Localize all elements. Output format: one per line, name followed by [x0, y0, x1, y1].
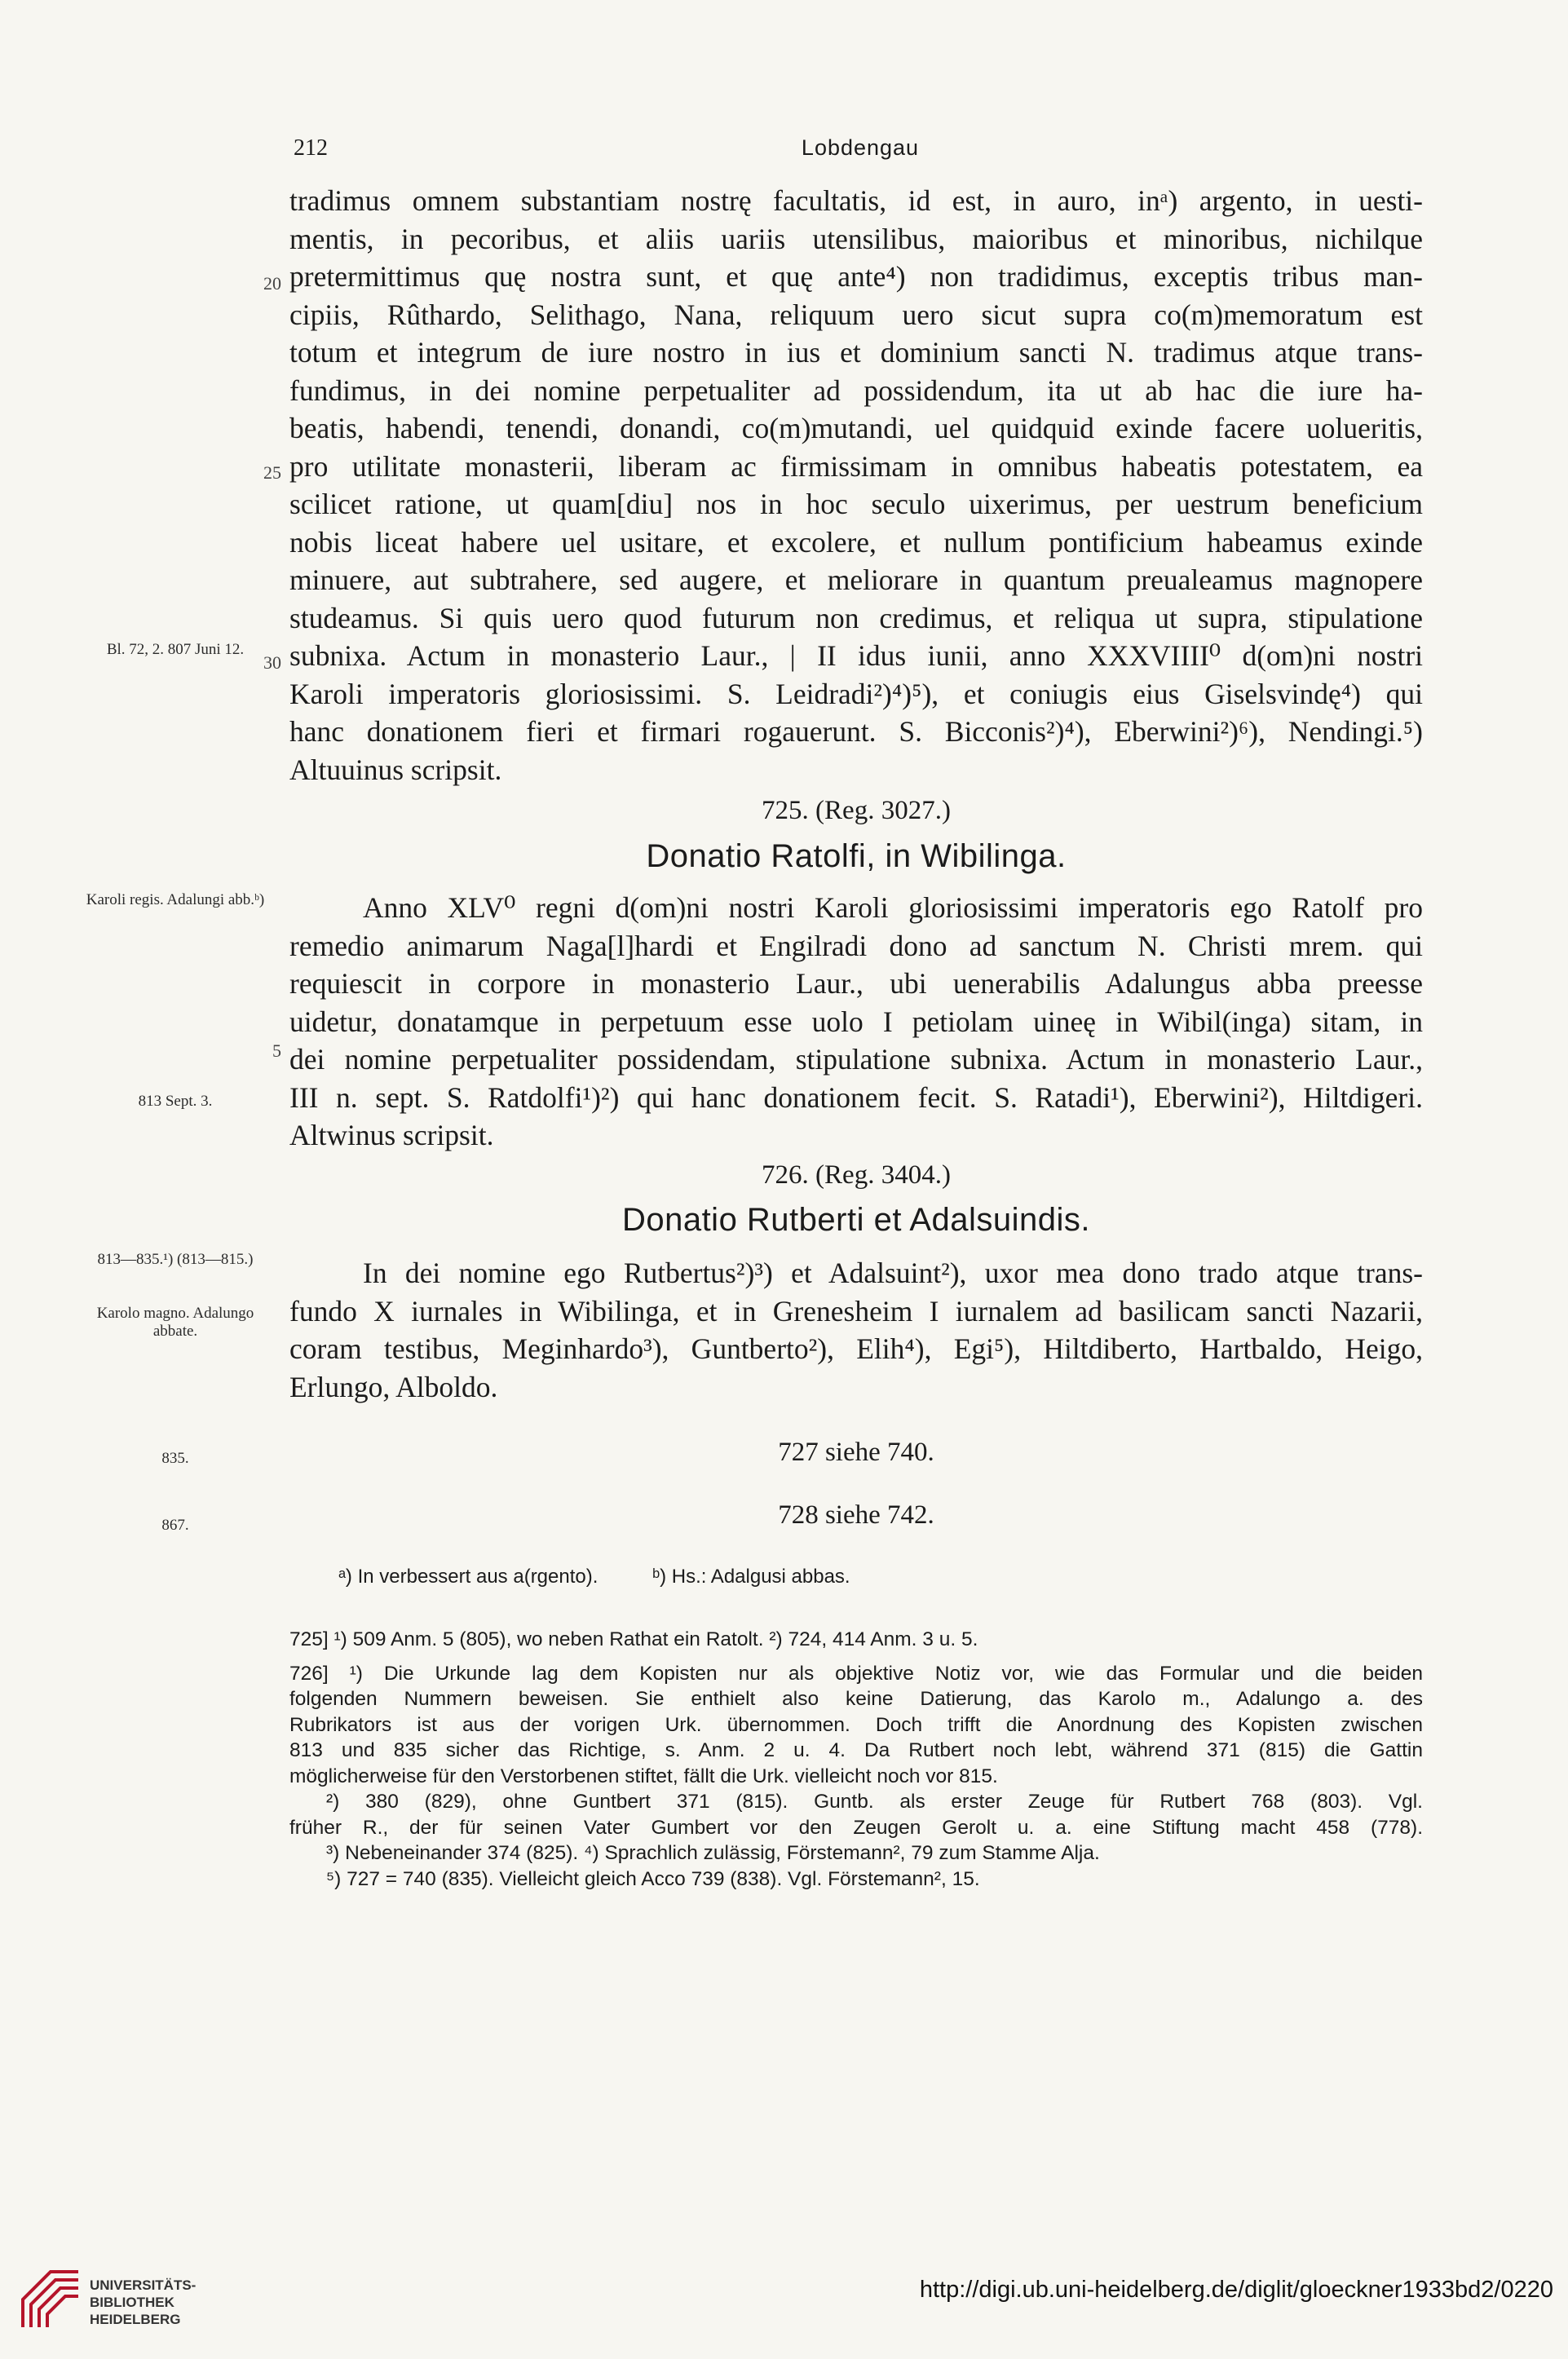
text-line: nobis liceat habere uel usitare, et excolere, et nullum pontificium habeamus exinde	[289, 525, 1423, 559]
page-number: 212	[294, 135, 328, 161]
library-name: UNIVERSITÄTS- BIBLIOTHEK HEIDELBERG	[90, 2277, 197, 2327]
apparatus-note-b: ᵇ) Hs.: Adalgusi abbas.	[652, 1566, 850, 1588]
text-line: III n. sept. S. Ratdolfi¹)²) qui hanc donationem fecit. S. Ratadi¹), Eberwini²), Hiltdigeri.	[289, 1080, 1423, 1114]
text-line: requiescit in corpore in monasterio Laur., ubi uenerabilis Adalungus abba preesse	[289, 967, 1423, 1000]
text-line: uidetur, donatamque in perpetuum esse uolo I petiolam uineę in Wibil(inga) sitam, in	[289, 1005, 1423, 1038]
text-line: Erlungo, Alboldo.	[289, 1370, 498, 1403]
note-726-1: 813 und 835 sicher das Richtige, s. Anm. 2 u. 4. Da Rutbert noch lebt, während 371 (815) die Gattin	[289, 1739, 1423, 1761]
margin-note-date: Bl. 72, 2. 807 Juni 12.	[106, 641, 245, 658]
doc-726-number: 726. (Reg. 3404.)	[762, 1160, 951, 1190]
text-line: studeamus. Si quis uero quod futurum non credimus, et reliqua ut supra, stipulatione	[289, 601, 1423, 634]
note-726-1: 726] ¹) Die Urkunde lag dem Kopisten nur als objektive Notiz vor, wie das Formular und die beiden	[289, 1662, 1423, 1685]
cross-ref-727: 727 siehe 740.	[778, 1438, 934, 1467]
library-logo-icon	[15, 2267, 83, 2335]
permalink-url[interactable]: http://digi.ub.uni-heidelberg.de/diglit/gloeckner1933bd2/0220	[919, 2277, 1553, 2303]
text-line: beatis, habendi, tenendi, donandi, co(m)mutandi, uel quidquid exinde facere uolueritis,	[289, 412, 1423, 444]
text-line: subnixa. Actum in monasterio Laur., | II idus iunii, anno XXXVIIII⁰ d(om)ni nostri	[289, 639, 1423, 672]
note-726-2: ²) 380 (829), ohne Guntbert 371 (815). Guntb. als erster Zeuge für Rutbert 768 (803). Vgl.	[326, 1791, 1423, 1813]
text-line: Altwinus scripsit.	[289, 1119, 494, 1151]
margin-note-867: 867.	[161, 1517, 189, 1534]
text-line: In dei nomine ego Rutbertus²)³) et Adalsuint²), uxor mea dono trado atque trans-	[363, 1257, 1423, 1289]
note-726-1: folgenden Nummern beweisen. Sie enthielt also keine Datierung, das Karolo m., Adalungo a. des	[289, 1688, 1423, 1710]
text-line: dei nomine perpetualiter possidendam, stipulatione subnixa. Actum in monasterio Laur.,	[289, 1043, 1423, 1076]
doc-725-number: 725. (Reg. 3027.)	[762, 796, 951, 825]
text-line: fundimus, in dei nomine perpetualiter ad possidendum, ita ut ab hac die iure ha-	[289, 373, 1423, 407]
text-line: coram testibus, Meginhardo³), Guntberto²), Elih⁴), Egi⁵), Hiltdiberto, Hartbaldo, Heigo,	[289, 1332, 1423, 1365]
text-line: Anno XLV⁰ regni d(om)ni nostri Karoli gloriosissimi imperatoris ego Ratolf pro	[363, 891, 1423, 924]
margin-note-725-date: 813 Sept. 3.	[138, 1093, 213, 1110]
line-number: 20	[263, 273, 281, 294]
note-726-5: ⁵) 727 = 740 (835). Vielleicht gleich Acco 739 (838). Vgl. Förstemann², 15.	[326, 1867, 980, 1890]
text-line: remedio animarum Naga[l]hardi et Engilradi dono ad sanctum N. Christi mrem. qui	[289, 929, 1423, 962]
note-726-1: Rubrikators ist aus der vorigen Urk. übernommen. Doch trifft die Anordnung des Kopisten zwischen	[289, 1713, 1423, 1736]
charter-724-text	[289, 182, 1423, 789]
critical-apparatus	[338, 1566, 899, 1588]
text-line: Altuuinus scripsit.	[289, 753, 502, 786]
note-725: 725] ¹) 509 Anm. 5 (805), wo neben Rathat ein Ratolt. ²) 724, 414 Anm. 3 u. 5.	[289, 1628, 978, 1650]
note-726-2: früher R., der für seinen Vater Gumbert vor den Zeugen Gerolt u. a. eine Stiftung macht 458 (778).	[289, 1816, 1423, 1839]
note-726-3-4: ³) Nebeneinander 374 (825). ⁴) Sprachlich zulässig, Förstemann², 79 zum Stamme Alja.	[326, 1842, 1100, 1864]
text-line: scilicet ratione, ut quam[diu] nos in hoc seculo uixerimus, per uestrum beneficium	[289, 488, 1423, 520]
margin-note-835: 835.	[161, 1450, 189, 1467]
running-title: Lobdengau	[801, 135, 920, 160]
text-line: tradimus omnem substantiam nostrę facultatis, id est, in auro, inᵃ) argento, in uesti-	[289, 184, 1423, 217]
charter-725-text	[289, 889, 1423, 1155]
text-line: cipiis, Rûthardo, Selithago, Nana, reliquum uero sicut supra co(m)memoratum est	[289, 298, 1423, 331]
line-number: 25	[263, 462, 281, 483]
text-line: pro utilitate monasterii, liberam ac firmissimam in omnibus habeatis potestatem, ea	[289, 449, 1423, 483]
text-line: minuere, aut subtrahere, sed augere, et meliorare in quantum preualeamus magnopere	[289, 563, 1423, 596]
charter-726-text	[289, 1254, 1423, 1406]
doc-726-title: Donatio Rutberti et Adalsuindis.	[621, 1202, 1091, 1238]
text-line: Karoli imperatoris gloriosissimi. S. Leidradi²)⁴)⁵), et coniugis eius Giselsvindę⁴) qui	[289, 677, 1423, 710]
apparatus-note-a: ᵃ) In verbessert aus a(rgento).	[338, 1566, 598, 1588]
running-head	[294, 135, 1427, 168]
note-726-1: möglicherweise für den Verstorbenen stiftet, fällt die Urk. vielleicht noch vor 815.	[289, 1765, 998, 1787]
margin-note-726-ruler: Karolo magno. Adalungo abbate.	[96, 1305, 254, 1340]
text-line: pretermittimus quę nostra sunt, et quę ante⁴) non tradidimus, exceptis tribus man-	[289, 260, 1423, 293]
doc-725-title: Donatio Ratolfi, in Wibilinga.	[646, 838, 1067, 874]
cross-ref-728: 728 siehe 742.	[778, 1500, 934, 1530]
margin-note-725-ruler: Karoli regis. Adalungi abb.ᵇ)	[86, 891, 265, 908]
footnotes	[289, 1627, 1423, 1892]
footer	[0, 2267, 1568, 2359]
margin-note-726-dates: 813—835.¹) (813—815.)	[97, 1251, 254, 1268]
text-line: fundo X iurnales in Wibilinga, et in Grenesheim I iurnalem ad basilicam sancti Nazarii,	[289, 1294, 1423, 1327]
line-number: 5	[272, 1040, 281, 1061]
text-line: hanc donationem fieri et firmari rogauerunt. S. Bicconis²)⁴), Eberwini²)⁶), Nendingi.⁵)	[289, 715, 1423, 748]
text-line: totum et integrum de iure nostro in ius et dominium sancti N. tradimus atque trans-	[289, 336, 1423, 369]
text-line: mentis, in pecoribus, et aliis uariis utensilibus, maioribus et minoribus, nichilque	[289, 222, 1423, 255]
line-number: 30	[263, 652, 281, 673]
